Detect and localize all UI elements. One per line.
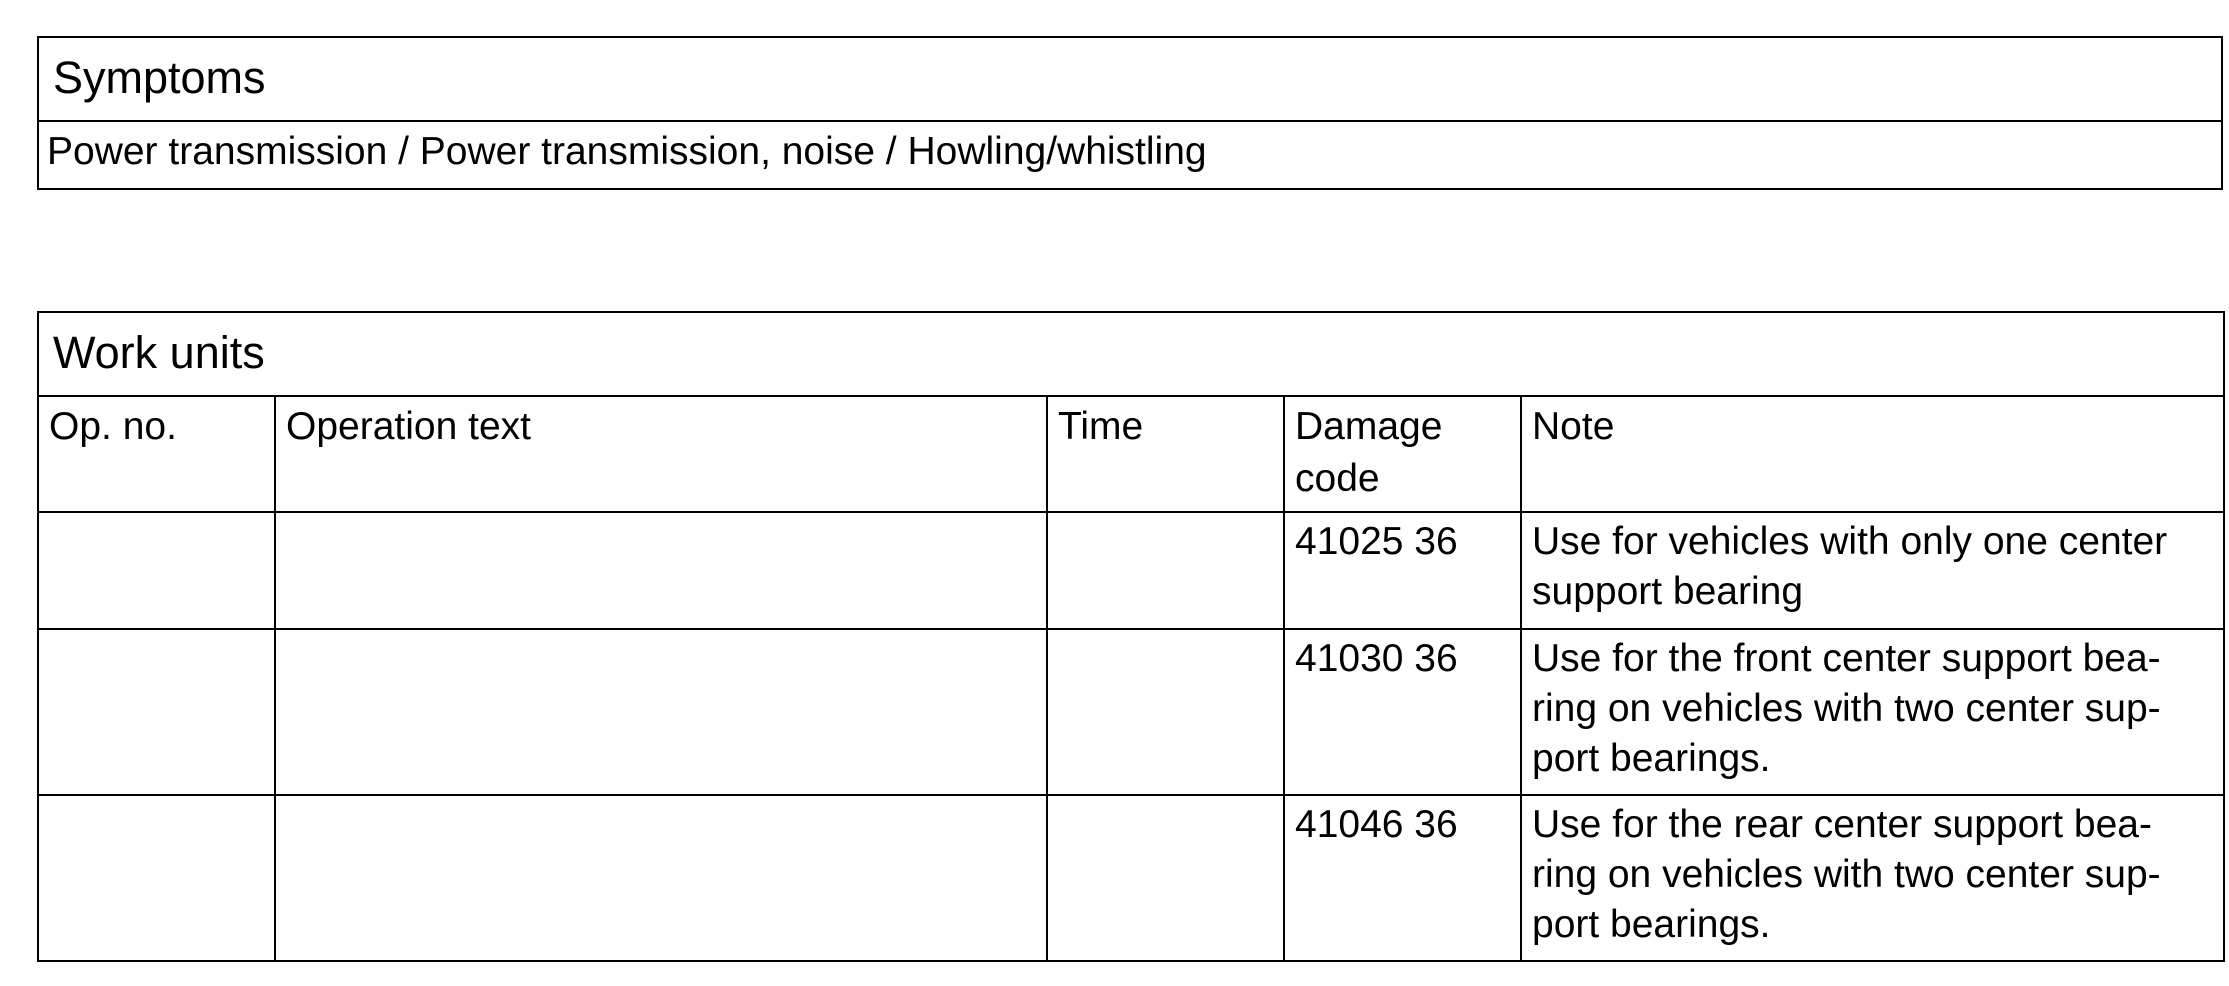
operation-text-cell	[275, 629, 1047, 795]
work-units-title: Work units	[38, 312, 2224, 396]
table-row	[38, 512, 2224, 629]
column-header-op-no: Op. no.	[38, 396, 275, 512]
op-no-cell	[38, 512, 275, 629]
work-units-title-row	[38, 312, 2224, 396]
symptoms-table	[37, 36, 2223, 190]
note-cell: Use for the rear center support bea- ring on vehicles with two center sup- port bearings.	[1521, 795, 2224, 961]
column-header-time: Time	[1047, 396, 1284, 512]
time-cell	[1047, 795, 1284, 961]
column-header-note: Note	[1521, 396, 2224, 512]
note-cell: Use for the front center support bea- ring on vehicles with two center sup- port bearings.	[1521, 629, 2224, 795]
note-cell: Use for vehicles with only one center support bearing	[1521, 512, 2224, 629]
operation-text-cell	[275, 795, 1047, 961]
symptoms-description: Power transmission / Power transmission, noise / Howling/whistling	[38, 121, 2222, 189]
work-units-header-row	[38, 396, 2224, 512]
column-header-damage-code: Damage code	[1284, 396, 1521, 512]
op-no-cell	[38, 795, 275, 961]
damage-code-cell: 41025 36	[1284, 512, 1521, 629]
damage-code-cell: 41030 36	[1284, 629, 1521, 795]
column-header-operation-text: Operation text	[275, 396, 1047, 512]
damage-code-cell: 41046 36	[1284, 795, 1521, 961]
operation-text-cell	[275, 512, 1047, 629]
symptoms-body-row	[38, 121, 2222, 189]
table-row	[38, 629, 2224, 795]
symptoms-title-row	[38, 37, 2222, 121]
table-row	[38, 795, 2224, 961]
symptoms-title: Symptoms	[38, 37, 2222, 121]
work-units-table	[37, 311, 2225, 962]
time-cell	[1047, 512, 1284, 629]
op-no-cell	[38, 629, 275, 795]
time-cell	[1047, 629, 1284, 795]
